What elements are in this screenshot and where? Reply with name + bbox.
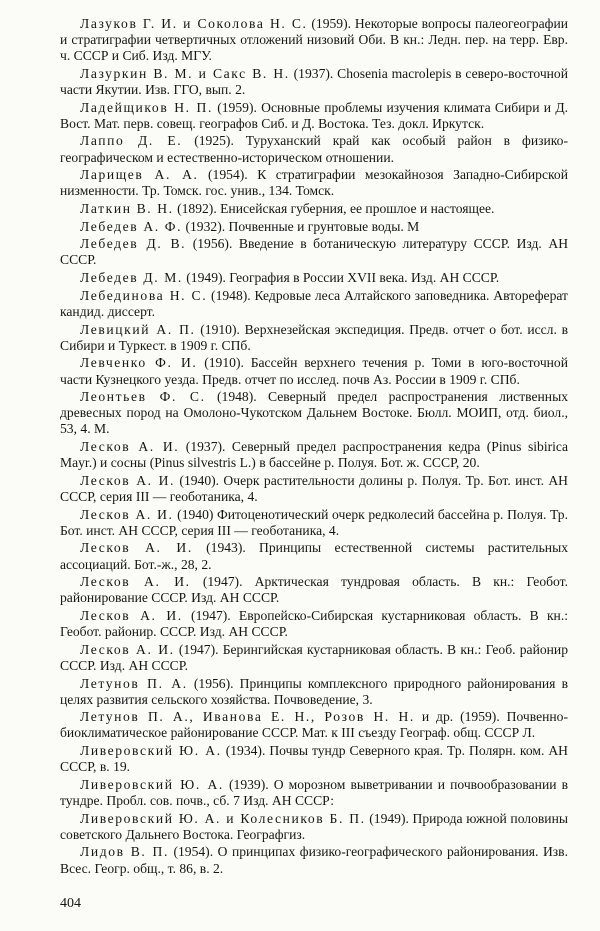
- entry-author: Ливеровский Ю. А.: [80, 743, 222, 759]
- entry-text: (1910). Бассейн верхнего течения р. Томи в юго-восточной части Кузнецкого уезда. Предв. отчет по исслед. почв Аз. России в 1909 г. СПб.: [60, 355, 568, 387]
- entry-author: Лидов В. П.: [80, 844, 169, 860]
- entry-text: (1940). Очерк растительности долины р. Полуя. Тр. Бот. инст. АН СССР, серия III — геоботаника, 4.: [60, 472, 568, 504]
- bibliography-entry: [60, 540, 568, 572]
- entry-author: Лебединова Н. С.: [80, 287, 208, 303]
- entry-author: Ларищев А. А.: [80, 167, 199, 183]
- entry-author: Леонтьев Ф. С.: [80, 389, 206, 405]
- bibliography-entry: [60, 100, 568, 132]
- bibliography-entry: [60, 777, 568, 809]
- entry-text: (1949). География в России XVII века. Изд. АН СССР.: [182, 270, 500, 286]
- bibliography-entry: [60, 439, 568, 471]
- entry-text: (1956). Принципы комплексного природного районирования в целях развития сельского хозяйства. Почвоведение, 3.: [60, 675, 568, 707]
- bibliography-entry: [60, 676, 568, 708]
- entry-text: (1954). К стратиграфии мезокайнозоя Западно-Сибирской низменности. Тр. Томск. гос. унив., 134. Томск.: [60, 167, 568, 199]
- entry-author: Лесков А. И.: [80, 439, 180, 455]
- bibliography-entry: [60, 811, 568, 843]
- bibliography-entry: [60, 608, 568, 640]
- entry-text: (1959). Основные проблемы изучения климата Сибири и Д. Вост. Мат. перв. совещ. географов Сиб. и Д. Востока. Тез. докл. Иркутск.: [60, 99, 568, 131]
- entry-author: Ливеровский Ю. А.: [80, 776, 224, 792]
- entry-author: Лесков А. И.: [80, 574, 191, 590]
- bibliography-entry: [60, 709, 568, 741]
- entry-author: Лесков А. И.: [80, 607, 183, 623]
- bibliography-entry: [60, 270, 568, 286]
- entry-author: Лазуков Г. И. и Соколова Н. С.: [80, 16, 308, 31]
- entry-author: Лебедев Д. М.: [80, 270, 183, 286]
- entry-text: (1949). Природа южной половины советского Дальнего Востока. Географгиз.: [60, 810, 568, 842]
- entry-text: (1947). Берингийская кустарниковая область. В кн.: Геоб. районир СССР. Изд. АН СССР.: [60, 641, 568, 673]
- entry-text: (1932). Почвенные и грунтовые воды. М: [182, 218, 420, 234]
- entry-author: Ладейщиков Н. П.: [80, 99, 213, 115]
- entry-author: Лаппо Д. Е.: [80, 133, 183, 149]
- entry-text: (1959). Некоторые вопросы палеогеографии и стратиграфии четвертичных отложений низовий Оби. В кн.: Ледн. пер. на терр. Евр. ч. СССР и Сиб. Изд. МГУ.: [60, 16, 568, 64]
- entry-text: (1956). Введение в ботаническую литературу СССР. Изд. АН СССР.: [60, 236, 569, 268]
- entry-author: Латкин В. Н.: [80, 201, 174, 216]
- bibliography-entry: [60, 66, 568, 98]
- bibliography-entry: [60, 642, 568, 674]
- entry-text: (1948). Северный предел распространения лиственных древесных пород на Омолоно-Чукотском Дальнем Востоке. Бюлл. МОИП, отд. биол., 53, 4. М.: [60, 389, 569, 437]
- entry-text: (1934). Почвы тундр Северного края. Тр. Полярн. ком. АН СССР, в. 19.: [60, 743, 568, 775]
- bibliography-entry: [60, 236, 568, 268]
- entry-author: Левицкий А. П.: [80, 321, 196, 337]
- entry-author: Лесков А. И.: [80, 641, 175, 657]
- entry-author: Лебедев Д. В.: [80, 236, 187, 252]
- entry-text: (1947). Европейско-Сибирская кустарниковая область. В кн.: Геобот. районир. СССР. Изд. АН СССР.: [60, 607, 568, 640]
- entry-text: (1937). Chosenia macrolepis в северо-восточной части Якутии. Изв. ГГО, вып. 2.: [60, 65, 569, 97]
- bibliography-entry: [60, 201, 568, 217]
- entry-author: Левченко Ф. И.: [80, 355, 198, 371]
- entry-text: и др. (1959). Почвенно-биоклиматическое районирование СССР. Мат. к III съезду Географ. общ. СССР Л.: [60, 709, 569, 741]
- entry-text: (1943). Принципы естественной системы растительных ассоциаций. Бот.-ж., 28, 2.: [60, 540, 569, 572]
- page-number: 404: [60, 896, 81, 911]
- entry-author: Летунов П. А., Иванова Е. Н., Розов Н. Н.: [80, 709, 415, 725]
- bibliography-entry: [60, 322, 568, 354]
- bibliography-list: [60, 16, 568, 878]
- bibliography-entry: [60, 167, 568, 199]
- entry-text: (1940) Фитоценотический очерк редколесий бассейна р. Полуя. Тр. Бот. инст. АН СССР, серия III — геоботаника, 4.: [60, 506, 569, 538]
- bibliography-entry: [60, 219, 568, 235]
- bibliography-entry: [60, 288, 568, 320]
- bibliography-entry: [60, 355, 568, 387]
- bibliography-entry: [60, 16, 568, 64]
- entry-text: (1939). О морозном выветривании и почвообразовании в тундре. Пробл. сов. почв., сб. 7 Изд. АН СССР:: [60, 776, 568, 808]
- bibliography-entry: [60, 507, 568, 539]
- entry-author: Лесков А. И.: [80, 506, 174, 522]
- bibliography-entry: [60, 574, 568, 606]
- bibliography-entry: [60, 473, 568, 505]
- entry-text: (1937). Северный предел распространения кедра (Pinus sibirica Mayr.) и сосны (Pinus silvestris L.) в бассейне р. Полуя. Бот. ж. СССР, 20.: [60, 439, 568, 471]
- entry-text: (1925). Туруханский край как особый район в физико-географическом и естественно-историческом отношении.: [60, 133, 568, 165]
- entry-text: (1910). Верхнезейская экспедиция. Предв. отчет о бот. иссл. в Сибири и Туркест. в 1909 г. СПб.: [60, 321, 568, 353]
- bibliography-entry: [60, 844, 568, 876]
- entry-text: (1892). Енисейская губерния, ее прошлое и настоящее.: [173, 201, 495, 216]
- entry-author: Лазуркин В. М. и Сакс В. Н.: [80, 65, 290, 81]
- entry-author: Ливеровский Ю. А. и Колесников Б. П.: [80, 810, 366, 826]
- entry-text: (1948). Кедровые леса Алтайского заповедника. Автореферат кандид. диссерт.: [60, 287, 568, 319]
- entry-text: (1954). О принципах физико-географического районирования. Изв. Всес. Геогр. общ., т. 86, в. 2.: [60, 844, 568, 876]
- entry-text: (1947). Арктическая тундровая область. В кн.: Геобот. районирование СССР. Изд. АН СССР.: [60, 574, 568, 606]
- entry-author: Лесков А. И.: [80, 472, 176, 488]
- bibliography-entry: [60, 743, 568, 775]
- entry-author: Летунов П. А.: [80, 675, 188, 691]
- entry-author: Лесков А. И.: [80, 540, 193, 556]
- bibliography-entry: [60, 389, 568, 437]
- bibliography-entry: [60, 133, 568, 165]
- entry-author: Лебедев А. Ф.: [80, 218, 183, 234]
